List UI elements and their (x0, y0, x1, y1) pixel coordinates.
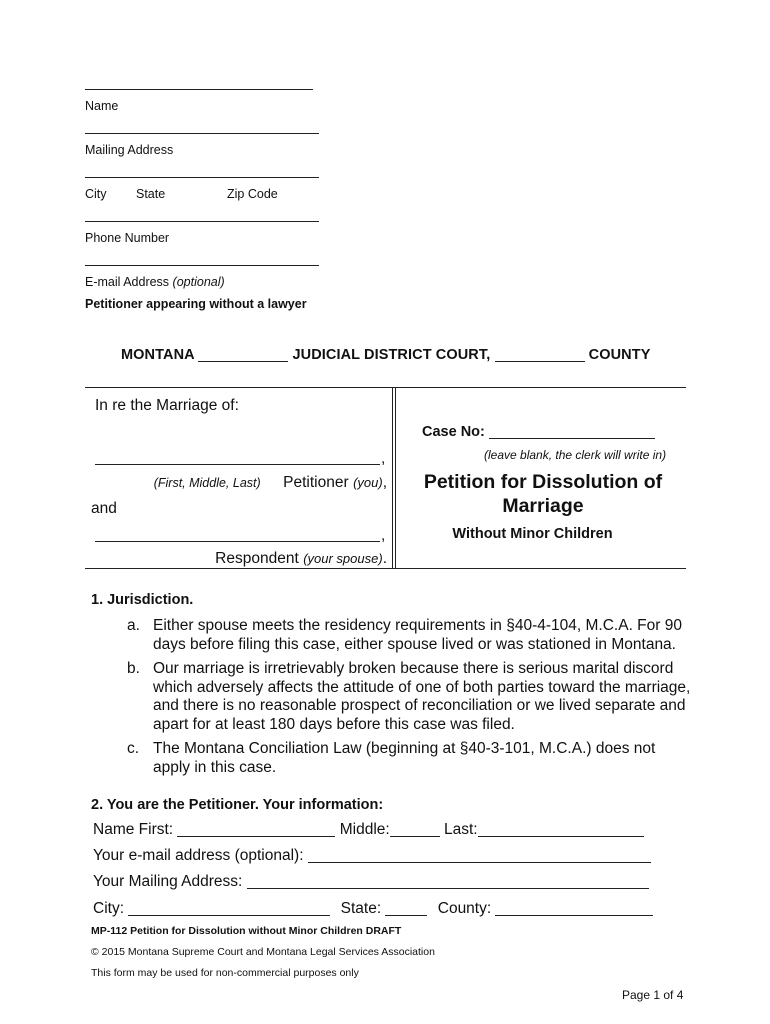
item-a-marker: a. (127, 617, 140, 634)
item-b-line-3: and there is no reasonable prospect of reconciliation or we lived separate and (153, 697, 686, 714)
city-row (93, 900, 653, 918)
item-b-marker: b. (127, 660, 140, 677)
caption-divider-inner (395, 388, 396, 568)
section-1-item-c (127, 740, 687, 777)
email-line[interactable] (85, 265, 319, 266)
item-c-line-2: apply in this case. (153, 758, 277, 776)
item-a-text (153, 617, 687, 654)
form-id: MP-112 Petition for Dissolution without Minor Children DRAFT (91, 925, 402, 937)
document-title (400, 470, 686, 518)
document-title-line1: Petition for Dissolution of (423, 471, 663, 493)
email-optional-text: (optional) (172, 275, 225, 289)
section-1-item-b (127, 660, 691, 734)
court-montana: MONTANA (121, 347, 195, 363)
court-heading (121, 346, 650, 363)
respondent-comma: , (381, 527, 386, 544)
your-mailing-blank[interactable] (247, 873, 649, 889)
petitioner-role: Petitioner (283, 474, 349, 491)
and-label: and (91, 500, 117, 517)
item-b-text (153, 660, 691, 734)
mailing-address-line[interactable] (85, 133, 319, 134)
petitioner-note: Petitioner appearing without a lawyer (85, 297, 307, 311)
your-email-blank[interactable] (308, 847, 651, 863)
document-title-line2: Marriage (502, 495, 584, 517)
middle-blank[interactable] (390, 821, 440, 837)
respondent-role: Respondent (215, 550, 299, 567)
county-name-blank[interactable] (495, 346, 585, 362)
middle-label: Middle: (339, 821, 390, 838)
last-label: Last: (444, 821, 478, 838)
district-number-blank[interactable] (198, 346, 288, 362)
county-blank[interactable] (495, 900, 653, 916)
mailing-row (93, 873, 649, 891)
petitioner-comma: , (381, 450, 386, 467)
zip-label: Zip Code (227, 187, 278, 201)
last-blank[interactable] (478, 821, 644, 837)
name-label: Name (85, 99, 119, 113)
item-b-line-4: apart for at least 180 days before this case was filed. (153, 715, 515, 733)
respondent-caption-row: Respondent (your spouse). (215, 550, 387, 567)
caption-top-rule (85, 387, 686, 388)
copyright: © 2015 Montana Supreme Court and Montana Legal Services Association (91, 946, 435, 958)
item-c-text (153, 740, 687, 777)
county-field-label: County: (437, 900, 492, 917)
petitioner-you: (you) (353, 475, 383, 490)
item-b-line-2: which adversely affects the attitude of one of both parties toward the marriage, (153, 678, 691, 696)
city-state-zip-line[interactable] (85, 177, 319, 178)
your-mailing-label: Your Mailing Address: (93, 873, 243, 890)
usage-note: This form may be used for non-commercial purposes only (91, 967, 359, 979)
respondent-name-line[interactable] (95, 541, 380, 542)
caption-divider (392, 388, 393, 568)
state-field-label: State: (340, 900, 382, 917)
case-no-label: Case No: (422, 424, 485, 440)
item-c-marker: c. (127, 740, 140, 757)
name-row (93, 821, 644, 839)
document-subtitle: Without Minor Children (452, 526, 613, 542)
state-blank[interactable] (385, 900, 427, 916)
phone-line[interactable] (85, 221, 319, 222)
item-a-line-2: days before filing this case, either spouse lived or was stationed in Montana. (153, 635, 676, 653)
email-label (85, 275, 225, 289)
city-label: City (85, 187, 107, 201)
court-judicial: JUDICIAL DISTRICT COURT, (292, 347, 491, 363)
item-a-line-1: Either spouse meets the residency requirements in §40-4-104, M.C.A. For 90 (153, 617, 682, 634)
respondent-spouse: (your spouse) (303, 551, 383, 566)
petitioner-caption-row: (First, Middle, Last) Petitioner (you), (153, 474, 387, 491)
petitioner-name-line[interactable] (95, 464, 380, 465)
leave-blank-note: (leave blank, the clerk will write in) (484, 448, 667, 462)
phone-label: Phone Number (85, 231, 170, 245)
your-email-label: Your e-mail address (optional): (93, 847, 304, 864)
name-line[interactable] (85, 89, 313, 90)
in-re-label: In re the Marriage of: (95, 397, 239, 414)
section-1-heading: 1. Jurisdiction. (91, 592, 194, 608)
section-2-heading: 2. You are the Petitioner. Your information: (91, 797, 384, 813)
caption-bottom-rule (85, 568, 686, 569)
item-c-line-1: The Montana Conciliation Law (beginning at §40-3-101, M.C.A.) does not (153, 740, 656, 757)
email-row (93, 847, 651, 865)
city-blank[interactable] (128, 900, 330, 916)
mailing-address-label: Mailing Address (85, 143, 174, 157)
name-first-label: Name First: (93, 821, 174, 838)
city-field-label: City: (93, 900, 124, 917)
state-label: State (136, 187, 166, 201)
name-first-blank[interactable] (177, 821, 335, 837)
page-number: Page 1 of 4 (622, 988, 684, 1002)
case-number-row (422, 423, 655, 441)
item-b-line-1: Our marriage is irretrievably broken because there is serious marital discord (153, 660, 674, 677)
court-county: COUNTY (588, 347, 651, 363)
section-1-item-a (127, 617, 687, 654)
case-number-blank[interactable] (489, 423, 655, 439)
first-middle-last-hint: (First, Middle, Last) (153, 476, 261, 490)
email-label-text: E-mail Address (85, 275, 170, 289)
